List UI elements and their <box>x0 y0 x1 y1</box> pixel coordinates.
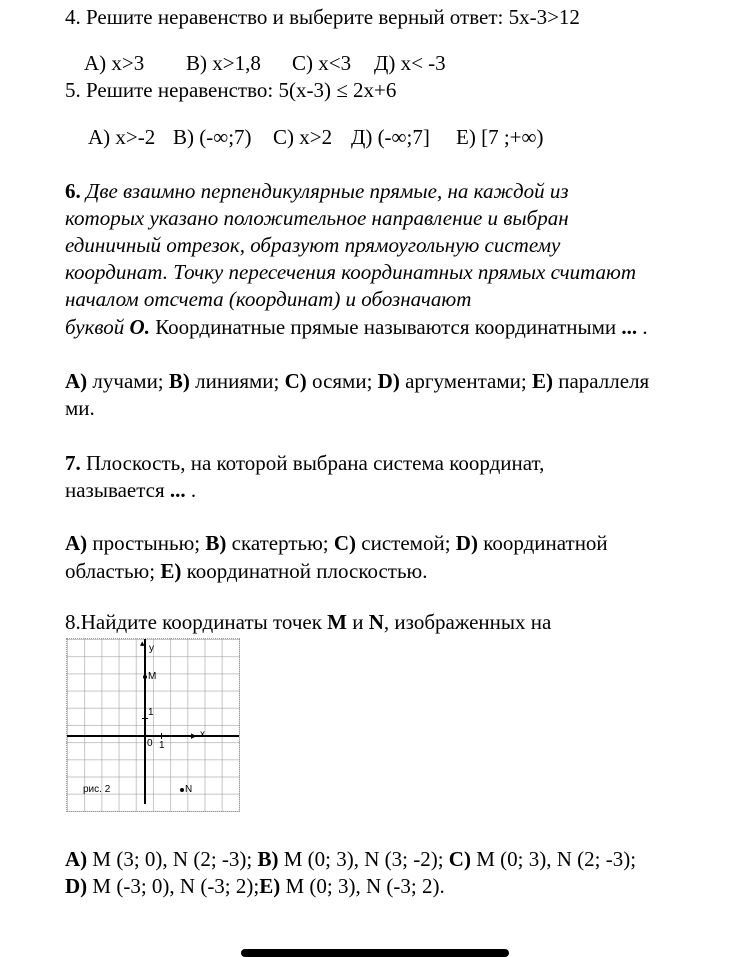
question-6-line-5: началом отсчета (координат) и обозначают <box>65 287 472 311</box>
q7-answer-d: координатной <box>477 531 608 555</box>
q8-and: и <box>347 610 369 634</box>
q8-answer-d-label: D) <box>65 874 88 898</box>
x-axis-arrow-icon: ▸ <box>191 730 197 742</box>
q6-last-italic: буквой <box>65 315 130 339</box>
q8-answer-c: M (0; 3), N (2; -3); <box>470 847 637 871</box>
q8-answer-a: M (3; 0), N (2; -3); <box>87 847 258 871</box>
q6-answer-a: лучами; <box>87 369 169 393</box>
question-6-line-2: которых указано положительное направление и выбран <box>65 206 569 230</box>
q8-answer-c-label: C) <box>448 847 471 871</box>
q8-point-n: N <box>368 610 384 634</box>
x-tick-1 <box>161 733 162 739</box>
q8-point-m: M <box>327 610 347 634</box>
q5-option-a: A) x>-2 <box>88 125 156 149</box>
figure-caption: рис. 2 <box>83 784 111 795</box>
q8-suffix: , изображенных на <box>383 610 552 634</box>
q6-answer-d: аргументами; <box>399 369 532 393</box>
point-n-marker <box>180 788 184 792</box>
q8-answers-line-1 <box>65 846 636 873</box>
point-m-label: M <box>148 671 157 682</box>
question-8-text <box>65 609 551 636</box>
x-axis <box>67 735 239 737</box>
y-axis-label: y <box>149 643 154 654</box>
q6-answer-d-label: D) <box>377 369 400 393</box>
question-6-line-6 <box>65 314 648 341</box>
q6-number: 6. <box>65 179 81 203</box>
question-4-text: 4. Решите неравенство и выберите верный ответ: 5x-3>12 <box>65 5 580 29</box>
question-5-text: 5. Решите неравенство: 5(x-3) ≤ 2x+6 <box>65 78 397 102</box>
q6-answer-b-label: B) <box>168 369 190 393</box>
question-6-line-3: единичный отрезок, образуют прямоугольную систему <box>65 233 561 257</box>
q7-dots: ... <box>169 478 186 502</box>
q6-answer-c-label: C) <box>284 369 307 393</box>
q7-answers-line-2 <box>65 558 428 585</box>
x-tick-1-label: 1 <box>159 740 165 751</box>
q4-option-a: A) x>3 <box>84 51 145 75</box>
q5-option-d: Д) (-∞;7] <box>351 125 430 149</box>
q6-answer-a-label: A) <box>65 369 88 393</box>
q7-answer-c-label: C) <box>333 531 357 555</box>
q5-option-c: C) x>2 <box>273 125 333 149</box>
q6-answer-e-label: E) <box>531 369 553 393</box>
point-m-marker <box>143 675 147 679</box>
q6-end: . <box>637 315 648 339</box>
question-7-line-2 <box>65 477 196 504</box>
q4-option-b: B) x>1,8 <box>186 51 261 75</box>
home-indicator[interactable] <box>241 949 509 957</box>
point-n-label: N <box>185 784 193 795</box>
q7-answer-e: координатной плоскостью. <box>181 559 428 583</box>
q4-option-d: Д) x< -3 <box>374 51 446 75</box>
q8-answers-line-2 <box>65 873 445 900</box>
q8-answer-b-label: B) <box>257 847 279 871</box>
q8-answer-e: M (0; 3), N (-3; 2). <box>280 874 445 898</box>
q6-letter-o: O. <box>129 315 150 339</box>
q8-answer-e-label: E) <box>259 874 281 898</box>
q6-answer-c: осями; <box>306 369 378 393</box>
q6-last-rest: Координатные прямые называются координатными <box>149 315 622 339</box>
q7-answer-b: скатертью; <box>226 531 334 555</box>
question-7-line-1 <box>65 450 544 477</box>
y-tick-1-label: 1 <box>148 707 154 718</box>
q7-answer-c: системой; <box>356 531 456 555</box>
question-6-line-4: координат. Точку пересечения координатных прямых считают <box>65 260 637 284</box>
y-axis <box>144 639 146 804</box>
x-axis-label: x <box>200 729 205 740</box>
y-tick-1 <box>142 718 148 719</box>
q7-end: . <box>185 478 197 502</box>
q8-answer-b: M (0; 3), N (3; -2); <box>278 847 449 871</box>
q5-option-e: E) [7 ;+∞) <box>456 125 544 149</box>
q7-answer-a-label: A) <box>65 531 88 555</box>
q6-dots: ... <box>621 315 638 339</box>
q6-answer-e: параллеля <box>552 369 650 393</box>
q8-answer-a-label: A) <box>65 847 88 871</box>
question-6-line-1 <box>65 178 569 205</box>
coordinate-figure <box>66 638 240 812</box>
q6-answers <box>65 368 649 395</box>
q5-option-b: B) (-∞;7) <box>173 125 252 149</box>
q8-answer-d: M (-3; 0), N (-3; 2); <box>87 874 260 898</box>
q6-answer-b: линиями; <box>189 369 285 393</box>
q4-option-c: C) x<3 <box>292 51 352 75</box>
q7-answer-b-label: B) <box>205 531 227 555</box>
q7-text: Плоскость, на которой выбрана система координат, <box>80 451 545 475</box>
y-axis-arrow-icon: ▴ <box>140 638 145 648</box>
q7-answer-a: простынью; <box>87 531 206 555</box>
q7-answers-line-1 <box>65 530 608 557</box>
q7-answer-e-label: E) <box>160 559 182 583</box>
origin-label: 0 <box>147 738 153 749</box>
q7-text-2: называется <box>65 478 170 502</box>
q7-number: 7. <box>65 451 81 475</box>
q6-answers-wrap: ми. <box>65 396 95 420</box>
q6-text-1: Две взаимно перпендикулярные прямые, на каждой из <box>80 179 569 203</box>
q7-answer-d-wrap: областью; <box>65 559 161 583</box>
q7-answer-d-label: D) <box>455 531 478 555</box>
q8-prefix: 8.Найдите координаты точек <box>65 610 328 634</box>
